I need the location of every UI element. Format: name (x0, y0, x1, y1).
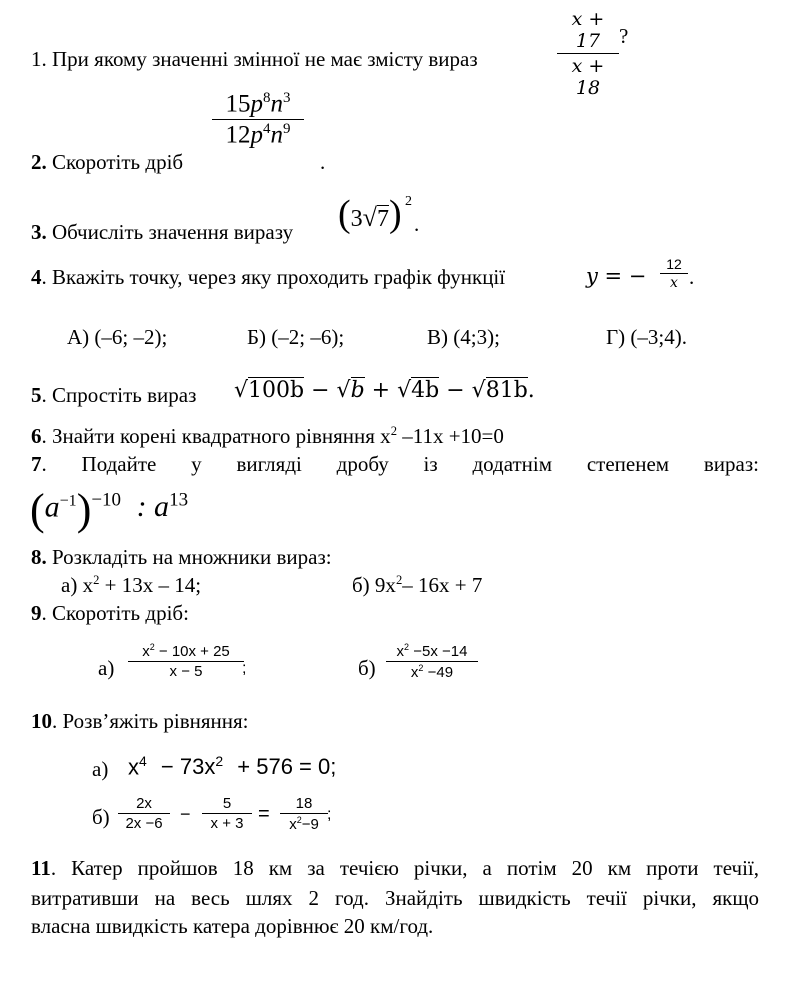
q10-label-b: б) (92, 805, 110, 829)
q7-expression: $(a^{-1})^{-10}$ : $a^{13}$ (30, 485, 189, 534)
question-6: 6. Знайти корені квадратного рівняння $x^2$ –11x +10=0 (31, 424, 504, 448)
option-a: А) (–6; –2); (67, 325, 168, 349)
q8-part-b: б) $9x^2-$ 16x + 7 (352, 573, 483, 597)
q9-semicolon: ; (242, 660, 247, 677)
fraction-denominator: x + 18 (571, 55, 605, 99)
option-b: Б) (–2; –6); (247, 325, 345, 349)
question-number: 7 (31, 452, 42, 476)
question-7 (31, 452, 759, 477)
question-number: 8. (31, 545, 47, 569)
question-number: 5 (31, 383, 42, 407)
q2-fraction: $15p^8n^3$ $12p^4n^9$ (212, 90, 304, 150)
question-10 (31, 709, 249, 734)
q4-period: . (689, 265, 695, 289)
q10-fraction-3: 18 $x^2-9$ (280, 795, 328, 833)
question-number: 11 (31, 856, 51, 880)
question-text: . Розв’яжіть рівняння: (52, 709, 249, 733)
q10-minus: − (180, 804, 191, 824)
option-d: Г) (–3;4). (606, 325, 687, 349)
q5-expression: √100b − √b + √4b − √81b. (234, 378, 535, 403)
q4-fraction (660, 256, 688, 291)
question-text: При якому значенні змінної не має змісту вираз (52, 47, 478, 71)
question-4 (31, 265, 505, 290)
q9-label-b: б) (358, 656, 376, 680)
question-11-line-2: витративши на весь шлях 2 год. Знайдіть швидкість течії річки, якщо (31, 886, 759, 910)
question-number: 3. (31, 220, 47, 244)
question-number: 9 (31, 601, 42, 625)
q1-fraction (557, 8, 619, 99)
fraction-numerator: x + 17 (571, 8, 605, 52)
fraction-denominator: x (670, 275, 678, 291)
q9-label-a: а) (98, 656, 115, 680)
q3-period: . (414, 212, 420, 236)
q10-fraction-2: 5 x + 3 (202, 795, 252, 832)
q8-part-a: а) $x^2 + 13x - 14$; (61, 573, 202, 597)
question-number: 2. (31, 150, 47, 174)
question-11-line-3: власна швидкість катера дорівнює 20 км/год. (31, 914, 434, 938)
q3-exponent: 2 (405, 194, 412, 209)
q2-period: . (320, 150, 326, 174)
question-5 (31, 383, 196, 408)
question-number: 6 (31, 424, 42, 448)
q3-expression: (3√7) (338, 193, 402, 235)
question-11-line-1: 11. Катер пройшов 18 км за течією річки, а потім 20 км проти течії, (31, 856, 759, 880)
question-text: . Подайте у вигляді дробу із додатнім степенем вираз: (41, 452, 759, 476)
fraction-numerator: 12 (666, 256, 682, 272)
question-text: . Скоротіть дріб: (41, 601, 189, 625)
question-9 (31, 601, 189, 626)
question-text: Обчисліть значення виразу (52, 220, 294, 244)
option-c: В) (4;3); (427, 325, 500, 349)
question-text: . Знайти корені квадратного рівняння x (41, 424, 391, 448)
question-3 (31, 220, 293, 245)
question-number: 10 (31, 709, 52, 733)
q10-equation-a: $x^4 - 73x^2 + 576 = 0$; (128, 753, 337, 780)
question-number: 1. (31, 47, 47, 71)
q9-fraction-a: $x^2 - 10x + 25$ x − 5 (128, 642, 244, 680)
q10-fraction-1: 2x 2x −6 (118, 795, 170, 832)
question-1 (31, 47, 478, 72)
q10-label-a: а) (92, 757, 109, 781)
question-text: Розкладіть на множники вираз: (52, 545, 332, 569)
q10-semicolon: ; (327, 806, 332, 823)
question-number: 4 (31, 265, 42, 289)
question-text: . Вкажіть точку, через яку проходить графік функції (41, 265, 506, 289)
q1-question-mark: ? (619, 24, 629, 48)
q9-fraction-b: $x^2 -5x -14$ $x^2 -49$ (386, 642, 478, 681)
q4-function-lhs: y = − (586, 264, 647, 288)
question-text: Скоротіть дріб (52, 150, 184, 174)
question-8 (31, 545, 332, 570)
question-text: . Спростіть вираз (41, 383, 197, 407)
question-2 (31, 150, 183, 175)
q10-equals: = (258, 803, 270, 825)
